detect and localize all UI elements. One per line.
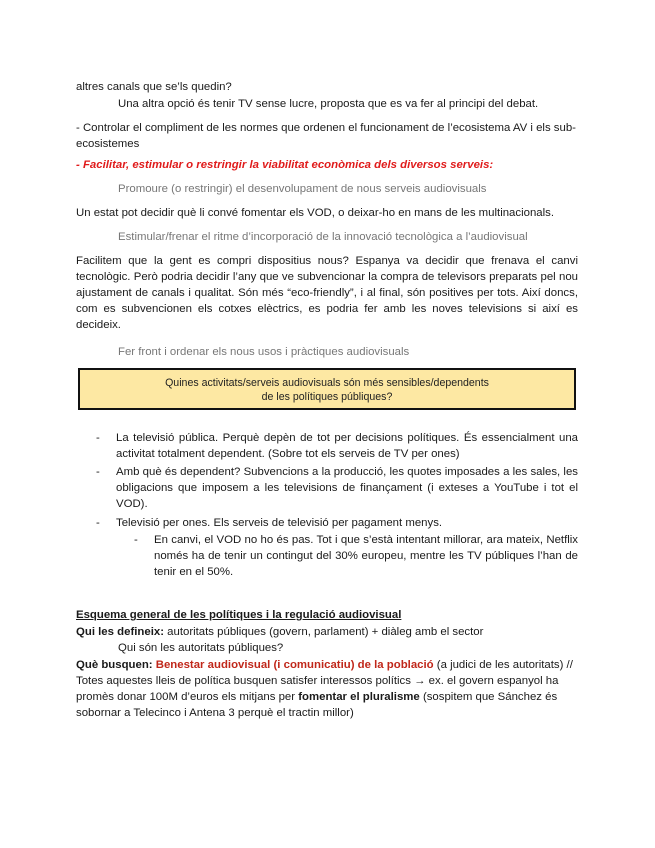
sub-list-item-text: En canvi, el VOD no ho és pas. Tot i que s’està intentant millorar, ara mateix, Netflix només ha de tenir un contingut del 30% europeu, mentre les TV públiques l’han de tenir en el 50%. — [154, 534, 578, 578]
what-bold: fomentar el pluralisme — [298, 691, 420, 703]
dash-marker: - — [96, 432, 100, 444]
question-line-1: Quines activitats/serveis audiovisuals són més sensibles/dependents — [165, 377, 489, 389]
list-item — [96, 464, 578, 512]
paragraph-continuation: altres canals que se’ls quedin? — [76, 81, 232, 93]
paragraph-devices: Facilitem que la gent es compri dispositius nous? Espanya va decidir que frenava el canvi tecnològic. Però podria decidir l’any que ve subvencionar la compra de televisors preparats pel nou ajustament de canals i qualitat. Són més “eco-friendly”, i al final, són positives per tots. Així doncs, com es subvencionen els cotxes elèctrics, es podria fer amb les noves televisions si així es decideix. — [76, 255, 578, 331]
question-box — [78, 368, 576, 410]
paragraph-option: Una altra opció és tenir TV sense lucre, proposta que es va fer al principi del debat. — [118, 98, 539, 110]
what-text-1: (a judici de les autoritats) // Totes aquestes lleis de política busquen satisfer interessos polítics → ex. el govern espanyol ha promès donar 100M d’euros els mitjans per — [76, 659, 573, 703]
dash-marker: - — [96, 466, 100, 478]
list-item — [96, 515, 578, 531]
section-title: Esquema general de les polítiques i la regulació audiovisual — [76, 609, 402, 621]
what-label: Què busquen: — [76, 659, 153, 671]
section-heading-red: - Facilitar, estimular o restringir la viabilitat econòmica dels diversos serveis: — [76, 159, 494, 171]
subheading-new-uses: Fer front i ordenar els nous usos i pràctiques audiovisuals — [118, 346, 410, 358]
what-paragraph — [76, 657, 578, 721]
list-item — [96, 430, 578, 462]
list-item-text: Amb què és dependent? Subvencions a la producció, les quotes imposades a les sales, les obligacions que imposem a les televisions de finançament (i exteses a YouTube i tot el VOD). — [116, 466, 578, 510]
subheading-promote: Promoure (o restringir) el desenvolupament de nous serveis audiovisuals — [118, 183, 487, 195]
dash-marker: - — [134, 534, 138, 546]
list-item-text: La televisió pública. Perquè depèn de tot per decisions polítiques. És essencialment una activitat totalment dependent. (Sobre tot els serveis de TV per ones) — [116, 432, 578, 460]
what-text-2: (sospitem que Sánchez és sobornar a Telecinco i Antena 3 perquè el tractin millor) — [76, 691, 558, 719]
dash-marker: - — [96, 517, 100, 529]
paragraph-vod: Un estat pot decidir què li convé fomentar els VOD, o deixar-ho en mans de les multinacionals. — [76, 207, 555, 219]
list-item-text: Televisió per ones. Els serveis de televisió per pagament menys. — [116, 517, 443, 529]
paragraph-control: - Controlar el compliment de les normes que ordenen el funcionament de l’ecosistema AV i els sub-ecosistemes — [76, 122, 576, 150]
what-highlight: Benestar audiovisual (i comunicatiu) de la població — [152, 659, 434, 671]
who-line — [76, 624, 578, 640]
who-question: Qui són les autoritats públiques? — [118, 642, 284, 654]
who-text: autoritats públiques (govern, parlament) + diàleg amb el sector — [163, 626, 484, 638]
subheading-stimulate: Estimular/frenar el ritme d’incorporació de la innovació tecnològica a l’audiovisual — [118, 231, 528, 243]
question-line-2: de les polítiques públiques? — [261, 391, 393, 403]
sub-list-item — [134, 532, 578, 580]
who-label: Qui les defineix: — [76, 626, 164, 638]
